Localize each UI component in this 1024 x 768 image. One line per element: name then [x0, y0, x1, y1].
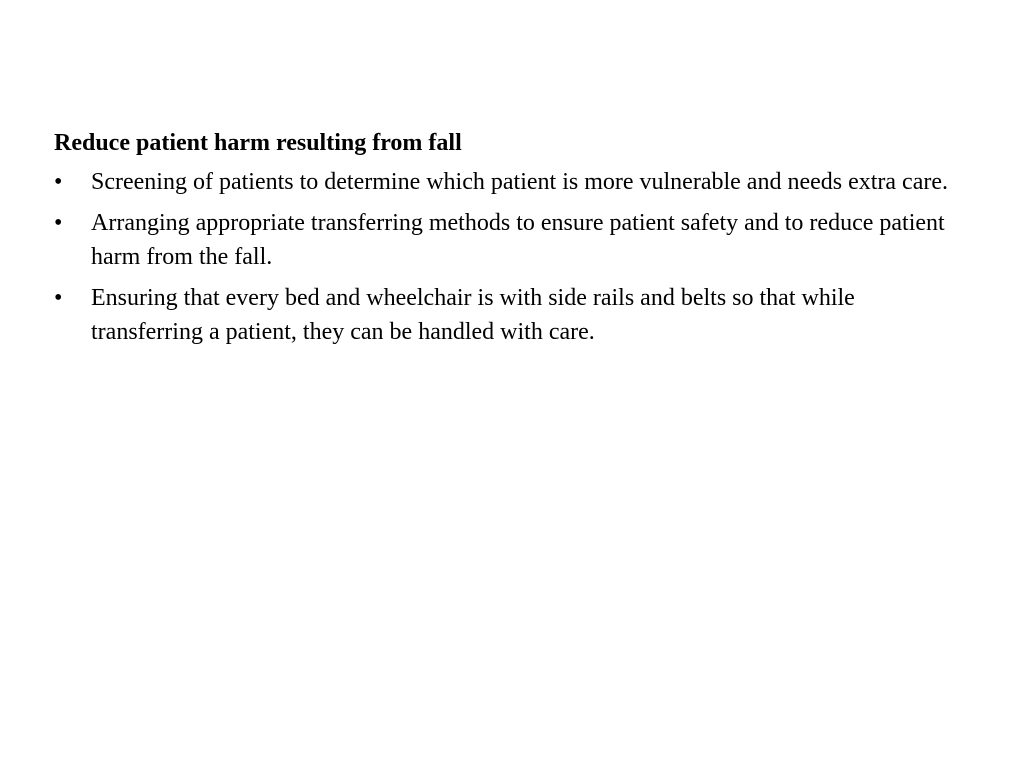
- bullet-icon: •: [54, 285, 63, 311]
- slide-content: [54, 126, 954, 356]
- slide-heading: Reduce patient harm resulting from fall: [54, 130, 462, 156]
- bullet-item: [54, 206, 954, 274]
- bullet-text: Ensuring that every bed and wheelchair is with side rails and belts so that while transferring a patient, they can be handled with care.: [91, 285, 855, 345]
- bullet-icon: •: [54, 169, 63, 195]
- bullet-item: [54, 281, 954, 349]
- bullet-text: Arranging appropriate transferring methods to ensure patient safety and to reduce patient harm from the fall.: [91, 210, 945, 270]
- bullet-icon: •: [54, 210, 63, 236]
- bullet-text: Screening of patients to determine which patient is more vulnerable and needs extra care.: [91, 169, 949, 195]
- bullet-item: [54, 165, 954, 199]
- bullet-list: [54, 165, 954, 349]
